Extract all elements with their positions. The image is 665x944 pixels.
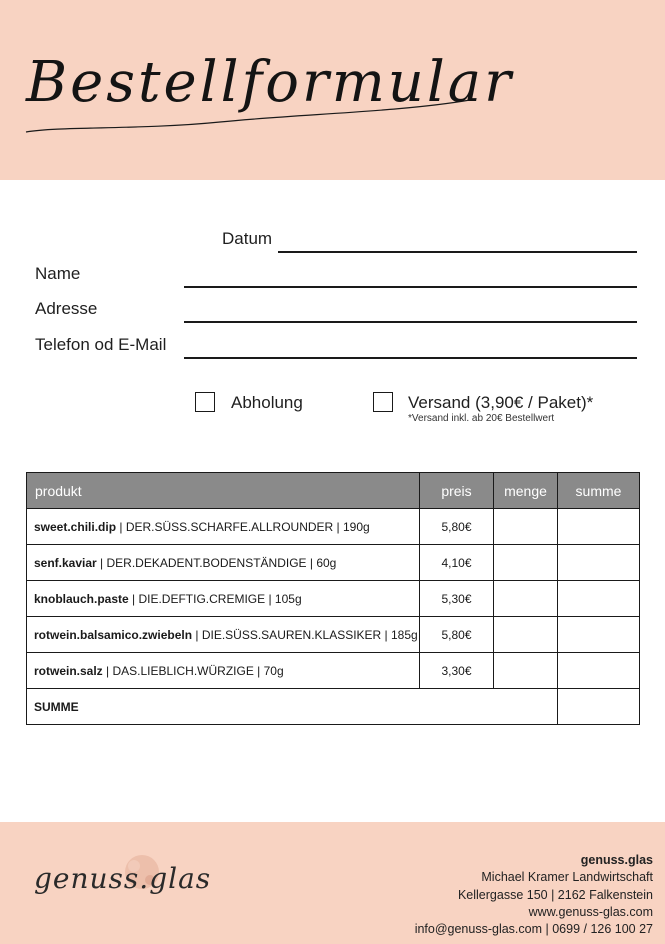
menge-cell[interactable] (494, 581, 558, 617)
product-desc: | DER.DEKADENT.BODENSTÄNDIGE | 60g (96, 555, 337, 570)
summe-cell[interactable] (558, 509, 640, 545)
menge-cell[interactable] (494, 545, 558, 581)
header-produkt: produkt (27, 473, 420, 509)
table-row (27, 653, 640, 689)
product-name: knoblauch.paste (34, 591, 129, 606)
summe-label: SUMME (27, 689, 558, 725)
menge-cell[interactable] (494, 617, 558, 653)
summe-cell[interactable] (558, 653, 640, 689)
menge-cell[interactable] (494, 653, 558, 689)
price-cell: 5,80€ (420, 617, 494, 653)
adresse-label: Adresse (35, 299, 98, 318)
name-label: Name (35, 264, 81, 283)
price-cell: 5,80€ (420, 509, 494, 545)
product-desc: | DAS.LIEBLICH.WÜRZIGE | 70g (102, 663, 284, 678)
datum-label: Datum (222, 229, 273, 248)
abholung-label: Abholung (231, 393, 303, 412)
versand-checkbox[interactable] (373, 392, 393, 412)
product-name: rotwein.salz (34, 663, 103, 678)
table-row (27, 545, 640, 581)
table-row (27, 581, 640, 617)
adresse-field[interactable] (184, 321, 637, 323)
logo (30, 850, 212, 910)
abholung-checkbox[interactable] (195, 392, 215, 412)
table-header-row (27, 473, 640, 509)
footer-company: genuss.glas (580, 853, 653, 867)
product-desc: | DER.SÜSS.SCHARFE.ALLROUNDER | 190g (116, 519, 370, 534)
name-field[interactable] (184, 286, 637, 288)
product-name: senf.kaviar (34, 555, 97, 570)
summe-cell[interactable] (558, 545, 640, 581)
table-row (27, 509, 640, 545)
footer-website[interactable]: www.genuss-glas.com (528, 904, 653, 919)
table-row (27, 617, 640, 653)
order-table (26, 472, 640, 725)
product-name: sweet.chili.dip (34, 519, 117, 534)
product-desc: | DIE.DEFTIG.CREMIGE | 105g (128, 591, 302, 606)
product-desc: | DIE.SÜSS.SAUREN.KLASSIKER | 185g (192, 627, 418, 642)
versand-note: *Versand inkl. ab 20€ Bestellwert (408, 413, 555, 424)
product-cell (27, 653, 420, 689)
footer-email-phone[interactable]: info@genuss-glas.com | 0699 / 126 100 27 (414, 922, 653, 937)
header-preis: preis (420, 473, 494, 509)
header-summe: summe (558, 473, 640, 509)
summe-cell[interactable] (558, 581, 640, 617)
total-summe-cell[interactable] (558, 689, 640, 725)
price-cell: 5,30€ (420, 581, 494, 617)
logo-text: genuss.glas (34, 862, 212, 895)
menge-cell[interactable] (494, 509, 558, 545)
summe-row (27, 689, 640, 725)
summe-cell[interactable] (558, 617, 640, 653)
page-title: Bestellformular (26, 50, 514, 115)
product-cell (27, 509, 420, 545)
footer-owner: Michael Kramer Landwirtschaft (481, 870, 653, 885)
product-name: rotwein.balsamico.zwiebeln (34, 627, 193, 642)
kontakt-field[interactable] (184, 357, 637, 359)
price-cell: 3,30€ (420, 653, 494, 689)
price-cell: 4,10€ (420, 545, 494, 581)
versand-label: Versand (3,90€ / Paket)* (408, 393, 594, 412)
header-menge: menge (494, 473, 558, 509)
product-cell (27, 617, 420, 653)
product-cell (27, 545, 420, 581)
kontakt-label: Telefon od E-Mail (35, 335, 167, 354)
footer-contact (415, 852, 653, 938)
datum-field[interactable] (278, 251, 637, 253)
footer-address: Kellergasse 150 | 2162 Falkenstein (457, 887, 653, 902)
product-cell (27, 581, 420, 617)
